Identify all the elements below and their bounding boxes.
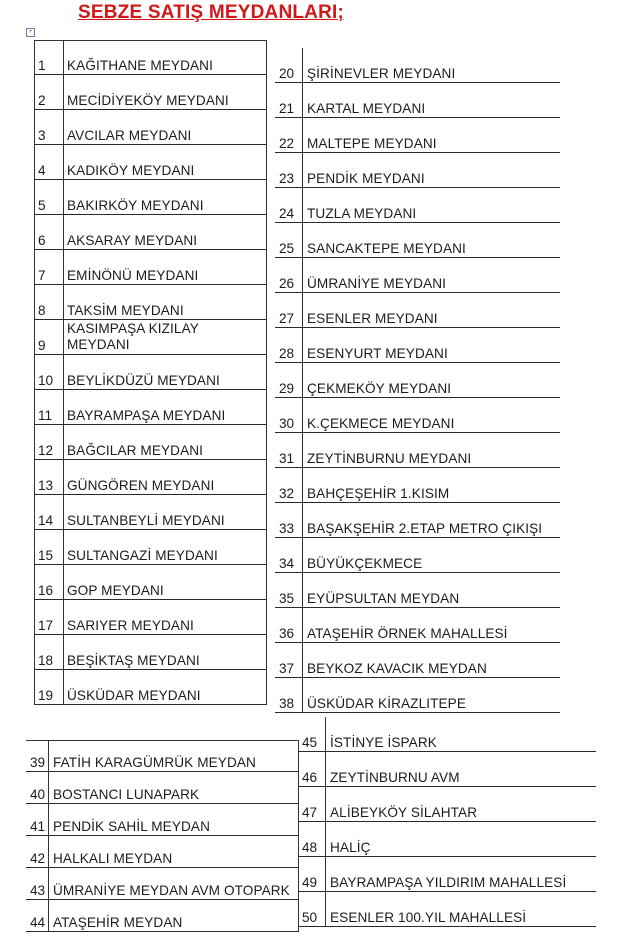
row-number: 40 <box>30 787 46 802</box>
table-row <box>26 772 298 804</box>
table-row <box>275 188 560 223</box>
market-name: SULTANGAZİ MEYDANI <box>67 548 218 563</box>
table-row <box>298 717 596 752</box>
market-name: BEYLİKDÜZÜ MEYDANI <box>67 373 220 388</box>
row-number: 41 <box>30 819 46 834</box>
table-row <box>298 857 596 892</box>
table-row <box>275 573 560 608</box>
table-row <box>34 75 266 110</box>
row-number: 22 <box>279 136 295 151</box>
table-row <box>298 787 596 822</box>
table-row <box>34 320 266 355</box>
row-number: 8 <box>38 303 46 318</box>
table-row <box>34 600 266 635</box>
market-name: K.ÇEKMECE MEYDANI <box>307 416 455 431</box>
market-name: SULTANBEYLİ MEYDANI <box>67 513 225 528</box>
table-row <box>34 460 266 495</box>
table-top-border <box>26 740 298 741</box>
market-name: KARTAL MEYDANI <box>307 101 426 116</box>
market-name: SARIYER MEYDANI <box>67 618 194 633</box>
row-number: 2 <box>38 93 46 108</box>
row-number: 14 <box>38 513 54 528</box>
table-row <box>275 433 560 468</box>
market-name: ESENLER MEYDANI <box>307 311 438 326</box>
table-row <box>34 215 266 250</box>
table-row <box>275 678 560 713</box>
row-number: 4 <box>38 163 46 178</box>
row-number: 37 <box>279 661 295 676</box>
row-number: 25 <box>279 241 295 256</box>
table-row <box>275 328 560 363</box>
market-name: BÜYÜKÇEKMECE <box>307 556 423 571</box>
table-row <box>26 804 298 836</box>
table-row <box>298 822 596 857</box>
market-name: EMİNÖNÜ MEYDANI <box>67 268 199 283</box>
market-name: ÜMRANİYE MEYDANI <box>307 276 447 291</box>
row-number: 50 <box>302 910 318 925</box>
market-name: TAKSİM MEYDANI <box>67 303 184 318</box>
table-row <box>34 635 266 670</box>
market-name: BOSTANCI LUNAPARK <box>53 787 200 802</box>
market-name: EYÜPSULTAN MEYDAN <box>307 591 460 606</box>
market-name: ÜMRANİYE MEYDAN AVM OTOPARK <box>53 883 290 898</box>
market-name: ZEYTİNBURNU AVM <box>330 770 460 785</box>
market-name: ÇEKMEKÖY MEYDANI <box>307 381 452 396</box>
table-row <box>34 670 266 705</box>
table-row <box>34 250 266 285</box>
table-move-handle-icon[interactable]: + <box>26 28 35 37</box>
market-name: ALİBEYKÖY SİLAHTAR <box>330 805 478 820</box>
table-row <box>275 468 560 503</box>
row-number: 27 <box>279 311 295 326</box>
table-row <box>275 293 560 328</box>
row-number: 18 <box>38 653 54 668</box>
table-row <box>275 643 560 678</box>
market-name: ATAŞEHİR MEYDAN <box>53 915 183 930</box>
table-row <box>34 180 266 215</box>
table-row <box>275 363 560 398</box>
table-row <box>275 48 560 83</box>
market-name: AKSARAY MEYDANI <box>67 233 198 248</box>
market-name: BEŞİKTAŞ MEYDANI <box>67 653 200 668</box>
row-number: 24 <box>279 206 295 221</box>
market-table-bottom-right <box>298 717 596 927</box>
row-number: 43 <box>30 883 46 898</box>
row-divider <box>275 712 560 713</box>
market-name: FATİH KARAGÜMRÜK MEYDAN <box>53 755 256 770</box>
market-name: GÜNGÖREN MEYDANI <box>67 478 215 493</box>
market-name: SANCAKTEPE MEYDANI <box>307 241 466 256</box>
table-row <box>298 752 596 787</box>
row-number: 38 <box>279 696 295 711</box>
market-name: ESENLER 100.YIL MAHALLESİ <box>330 910 527 925</box>
row-number: 21 <box>279 101 295 116</box>
market-name: HALİÇ <box>330 840 371 855</box>
table-row <box>34 390 266 425</box>
market-name: BEYKOZ KAVACIK MEYDAN <box>307 661 487 676</box>
table-top-border <box>34 40 266 41</box>
row-number: 6 <box>38 233 46 248</box>
row-number: 17 <box>38 618 54 633</box>
market-name: BAKIRKÖY MEYDANI <box>67 198 204 213</box>
table-row <box>34 285 266 320</box>
row-divider <box>26 931 298 932</box>
market-name: ÜSKÜDAR MEYDANI <box>67 688 201 703</box>
market-table-right <box>275 48 560 713</box>
row-number: 20 <box>279 66 295 81</box>
table-row <box>275 83 560 118</box>
row-number: 33 <box>279 521 295 536</box>
table-row <box>34 530 266 565</box>
row-number: 29 <box>279 381 295 396</box>
market-name: MECİDİYEKÖY MEYDANI <box>67 93 229 108</box>
market-name: MALTEPE MEYDANI <box>307 136 437 151</box>
row-number: 15 <box>38 548 54 563</box>
table-row <box>34 355 266 390</box>
market-name: ÜSKÜDAR KİRAZLITEPE <box>307 696 467 711</box>
table-row <box>275 608 560 643</box>
market-name: İSTİNYE İSPARK <box>330 735 437 750</box>
table-row <box>275 118 560 153</box>
row-number: 12 <box>38 443 54 458</box>
row-number: 9 <box>38 338 46 353</box>
market-name: KADIKÖY MEYDANI <box>67 163 195 178</box>
row-number: 31 <box>279 451 295 466</box>
table-row <box>26 868 298 900</box>
row-divider <box>298 926 596 927</box>
market-name: KASIMPAŞA KIZILAY MEYDANI <box>67 321 199 352</box>
row-number: 32 <box>279 486 295 501</box>
table-row <box>34 565 266 600</box>
table-row <box>275 223 560 258</box>
market-name: BAYRAMPAŞA MEYDANI <box>67 408 226 423</box>
market-name: ATAŞEHİR ÖRNEK MAHALLESİ <box>307 626 508 641</box>
row-number: 16 <box>38 583 54 598</box>
market-table-left <box>34 40 266 705</box>
market-name: TUZLA MEYDANI <box>307 206 417 221</box>
table-row <box>34 145 266 180</box>
row-number: 11 <box>38 408 53 423</box>
market-name: ZEYTİNBURNU MEYDANI <box>307 451 472 466</box>
table-row <box>34 40 266 75</box>
table-row <box>298 892 596 927</box>
market-name: ŞİRİNEVLER MEYDANI <box>307 66 456 81</box>
page-title: SEBZE SATIŞ MEYDANLARI; <box>78 2 345 23</box>
row-number: 1 <box>38 58 46 73</box>
market-name: BAŞAKŞEHİR 2.ETAP METRO ÇIKIŞI <box>307 521 543 536</box>
row-divider <box>34 704 266 705</box>
table-row <box>275 503 560 538</box>
table-row <box>34 425 266 460</box>
table-row <box>26 740 298 772</box>
row-number: 28 <box>279 346 295 361</box>
table-right-border <box>266 40 267 705</box>
market-name: BAĞCILAR MEYDANI <box>67 443 204 458</box>
market-name: PENDİK SAHİL MEYDAN <box>53 819 211 834</box>
row-number: 44 <box>30 915 46 930</box>
row-number: 45 <box>302 735 318 750</box>
row-number: 47 <box>302 805 318 820</box>
table-row <box>275 398 560 433</box>
table-row <box>26 836 298 868</box>
row-number: 46 <box>302 770 318 785</box>
market-name: BAHÇEŞEHİR 1.KISIM <box>307 486 450 501</box>
table-row <box>275 258 560 293</box>
row-number: 42 <box>30 851 46 866</box>
table-row <box>34 495 266 530</box>
market-name: BAYRAMPAŞA YILDIRIM MAHALLESİ <box>330 875 567 890</box>
table-row <box>275 153 560 188</box>
table-row <box>34 110 266 145</box>
row-number: 7 <box>38 268 46 283</box>
market-table-bottom-left <box>26 740 298 932</box>
market-name: KAĞITHANE MEYDANI <box>67 58 213 73</box>
row-number: 23 <box>279 171 295 186</box>
row-number: 39 <box>30 755 46 770</box>
row-number: 13 <box>38 478 54 493</box>
market-name: HALKALI MEYDAN <box>53 851 173 866</box>
row-number: 36 <box>279 626 295 641</box>
row-number: 5 <box>38 198 46 213</box>
table-row <box>275 538 560 573</box>
row-number: 49 <box>302 875 318 890</box>
market-name: ESENYURT MEYDANI <box>307 346 448 361</box>
market-name: AVCILAR MEYDANI <box>67 128 192 143</box>
row-number: 19 <box>38 688 54 703</box>
row-number: 26 <box>279 276 295 291</box>
market-name: GOP MEYDANI <box>67 583 164 598</box>
table-row <box>26 900 298 932</box>
row-number: 3 <box>38 128 46 143</box>
row-number: 48 <box>302 840 318 855</box>
market-name: PENDİK MEYDANI <box>307 171 425 186</box>
row-number: 34 <box>279 556 295 571</box>
row-number: 30 <box>279 416 295 431</box>
row-number: 35 <box>279 591 295 606</box>
row-number: 10 <box>38 373 54 388</box>
